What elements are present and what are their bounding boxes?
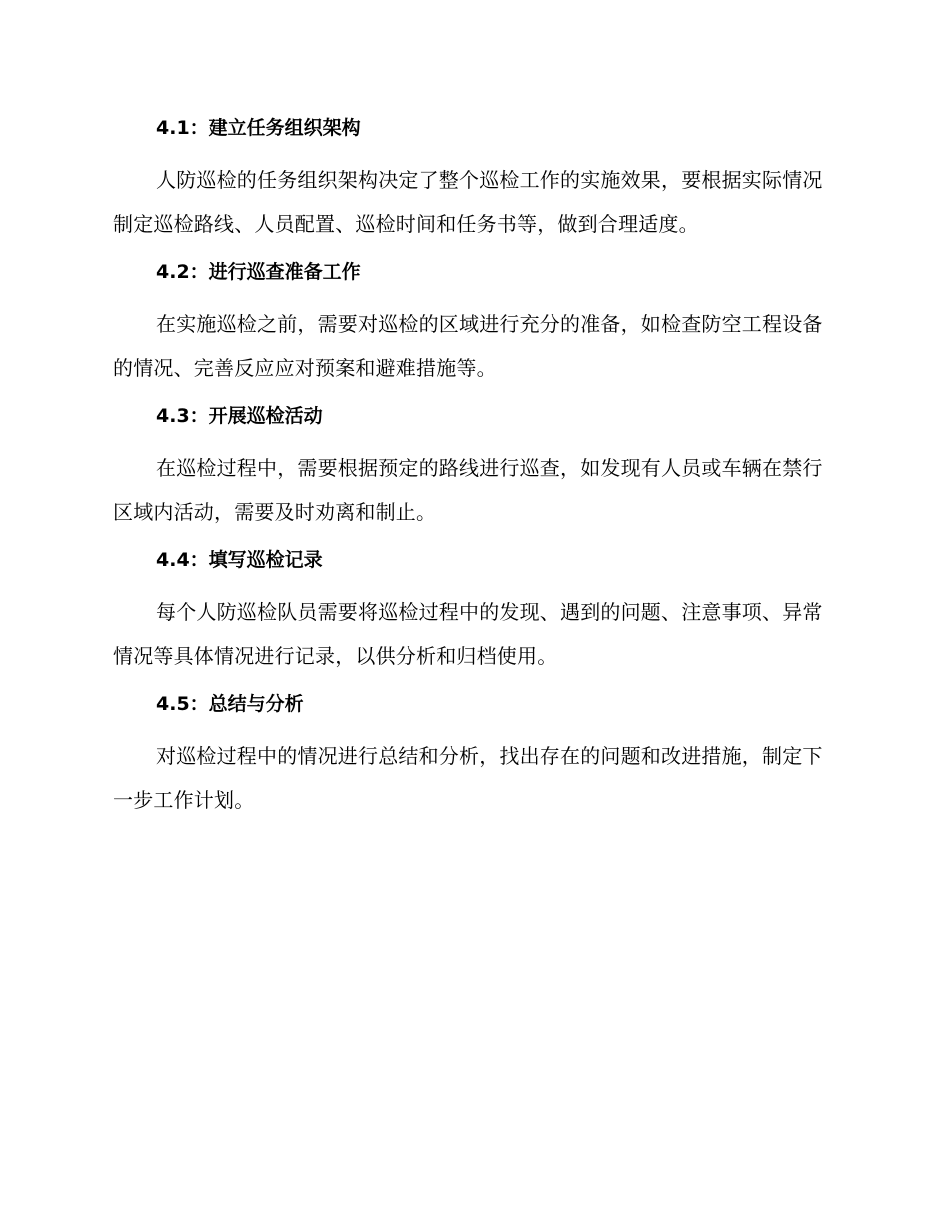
document-body — [113, 110, 833, 822]
section-4-4 — [113, 542, 833, 678]
section-heading: 4.4：填写巡检记录 — [156, 549, 323, 571]
section-heading: 4.2：进行巡查准备工作 — [156, 261, 361, 283]
section-paragraph: 在实施巡检之前，需要对巡检的区域进行充分的准备，如检查防空工程设备的情况、完善反应应对预案和避难措施等。 — [113, 312, 823, 380]
section-paragraph: 人防巡检的任务组织架构决定了整个巡检工作的实施效果，要根据实际情况制定巡检路线、人员配置、巡检时间和任务书等，做到合理适度。 — [113, 168, 823, 236]
section-4-3 — [113, 398, 833, 534]
section-heading: 4.3：开展巡检活动 — [156, 405, 323, 427]
section-4-1 — [113, 110, 833, 246]
section-heading: 4.5：总结与分析 — [156, 693, 304, 715]
section-paragraph: 在巡检过程中，需要根据预定的路线进行巡查，如发现有人员或车辆在禁行区域内活动，需要及时劝离和制止。 — [113, 456, 823, 524]
section-paragraph: 对巡检过程中的情况进行总结和分析，找出存在的问题和改进措施，制定下一步工作计划。 — [113, 744, 823, 812]
section-heading: 4.1：建立任务组织架构 — [156, 117, 361, 139]
section-paragraph: 每个人防巡检队员需要将巡检过程中的发现、遇到的问题、注意事项、异常情况等具体情况进行记录，以供分析和归档使用。 — [113, 600, 823, 668]
section-4-5 — [113, 686, 833, 822]
section-4-2 — [113, 254, 833, 390]
